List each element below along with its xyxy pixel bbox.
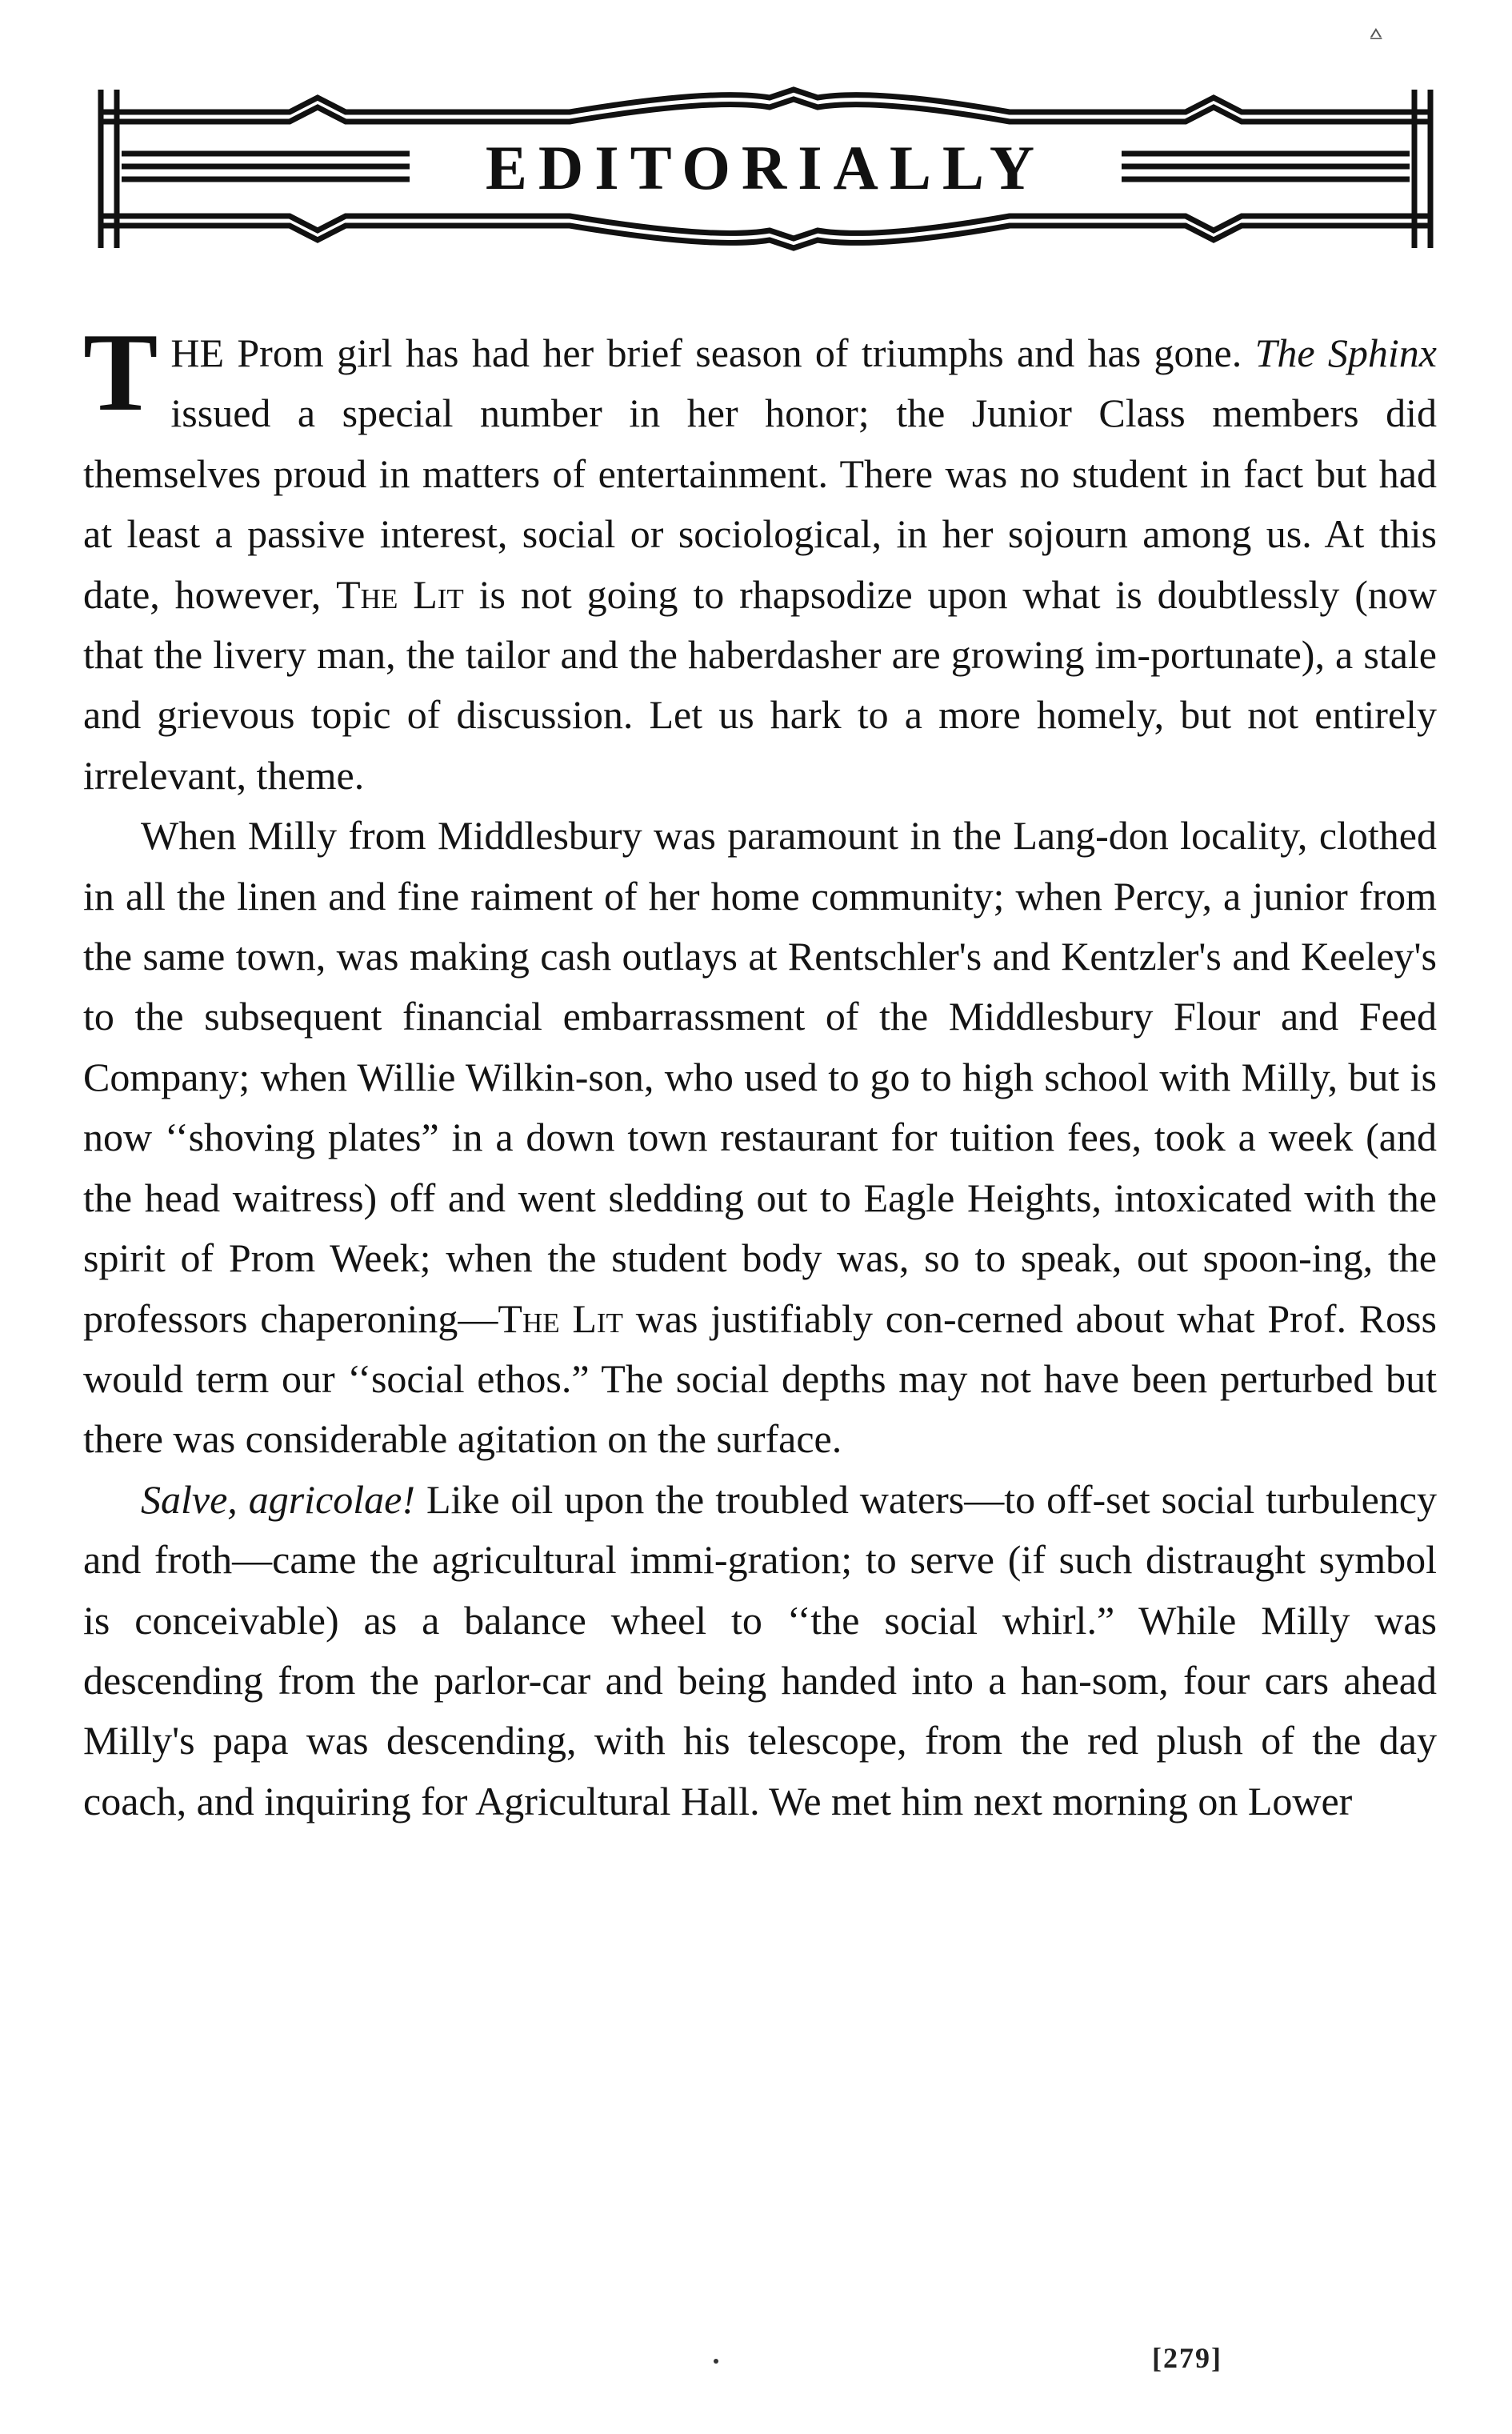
corner-mark: ⩟ xyxy=(1370,21,1382,44)
paragraph-1 xyxy=(83,310,1438,806)
paragraph-3 xyxy=(83,1470,1437,1832)
paragraph-1-text-a: HE Prom girl has had her brief season of triumphs and has gone. xyxy=(170,330,1255,375)
page-number: [279] xyxy=(1152,2342,1222,2374)
magazine-name: The Lit xyxy=(498,1295,623,1341)
paragraph-2-text-a: When Milly from Middlesbury was paramount in the Lang-don locality, clothed in all the linen and fine raiment of her home community; when Percy, a junior from the same town, was making cash outlays at Rentschler's and Kentzler's and Keeley's to the subsequent financial embarrassment of the Middlesbury Flour and Feed Company; when Willie Wilkin-son, who used to go to high school with Milly, but is now ‘‘shoving plates” in a down town restaurant for tuition fees, took a week (and the head waitress) off and went sledding out to Eagle Heights, intoxicated with the spirit of Prom Week; when the student body was, so to speak, out spoon-ing, the professors chaperoning— xyxy=(83,813,1437,1341)
paragraph-3-text-a: Like oil upon the troubled waters—to off-set social turbulency and froth—came the agricultural immi-gration; to serve (if such distraught symbol is conceivable) as a balance wheel to ‘‘the social whirl.” While Milly was descending from the parlor-car and being handed into a han-som, four cars ahead Milly's papa was descending, with his telescope, from the red plush of the day coach, and inquiring for Agricultural Hall. We met him next morning on Lower xyxy=(83,1476,1437,1823)
publication-title: The Sphinx xyxy=(1254,330,1437,375)
paragraph-1-text-c: is not going to rhapsodize upon what is doubtlessly (now that the livery man, the tailor and the haberdasher are growing im-portunate), a stale and grievous topic of discussion. Let us hark to a more homely, but not entirely irrelevant, theme. xyxy=(83,571,1438,798)
paragraph-2-text-b: was justifiably con-cerned about what Prof. Ross would term our ‘‘social ethos.” The social depths may not have been perturbed but there was considerable agitation on the surface. xyxy=(83,1295,1438,1462)
latin-salutation: Salve, agricolae! xyxy=(141,1476,415,1522)
paragraph-1-text-b: issued a special number in her honor; the Junior Class members did themselves proud in matters of entertainment. There was no student in fact but had at least a passive interest, social or sociological, in her sojourn among us. At this date, however, xyxy=(83,390,1437,617)
drop-cap: T xyxy=(83,310,158,434)
header-title: EDITORIALLY xyxy=(462,132,1070,204)
editorial-body xyxy=(83,310,1438,1832)
paragraph-2 xyxy=(83,806,1437,1469)
stray-mark xyxy=(714,2359,718,2364)
header-title-wrap xyxy=(90,80,1442,256)
magazine-name: The Lit xyxy=(336,571,464,617)
header-banner xyxy=(90,80,1442,256)
